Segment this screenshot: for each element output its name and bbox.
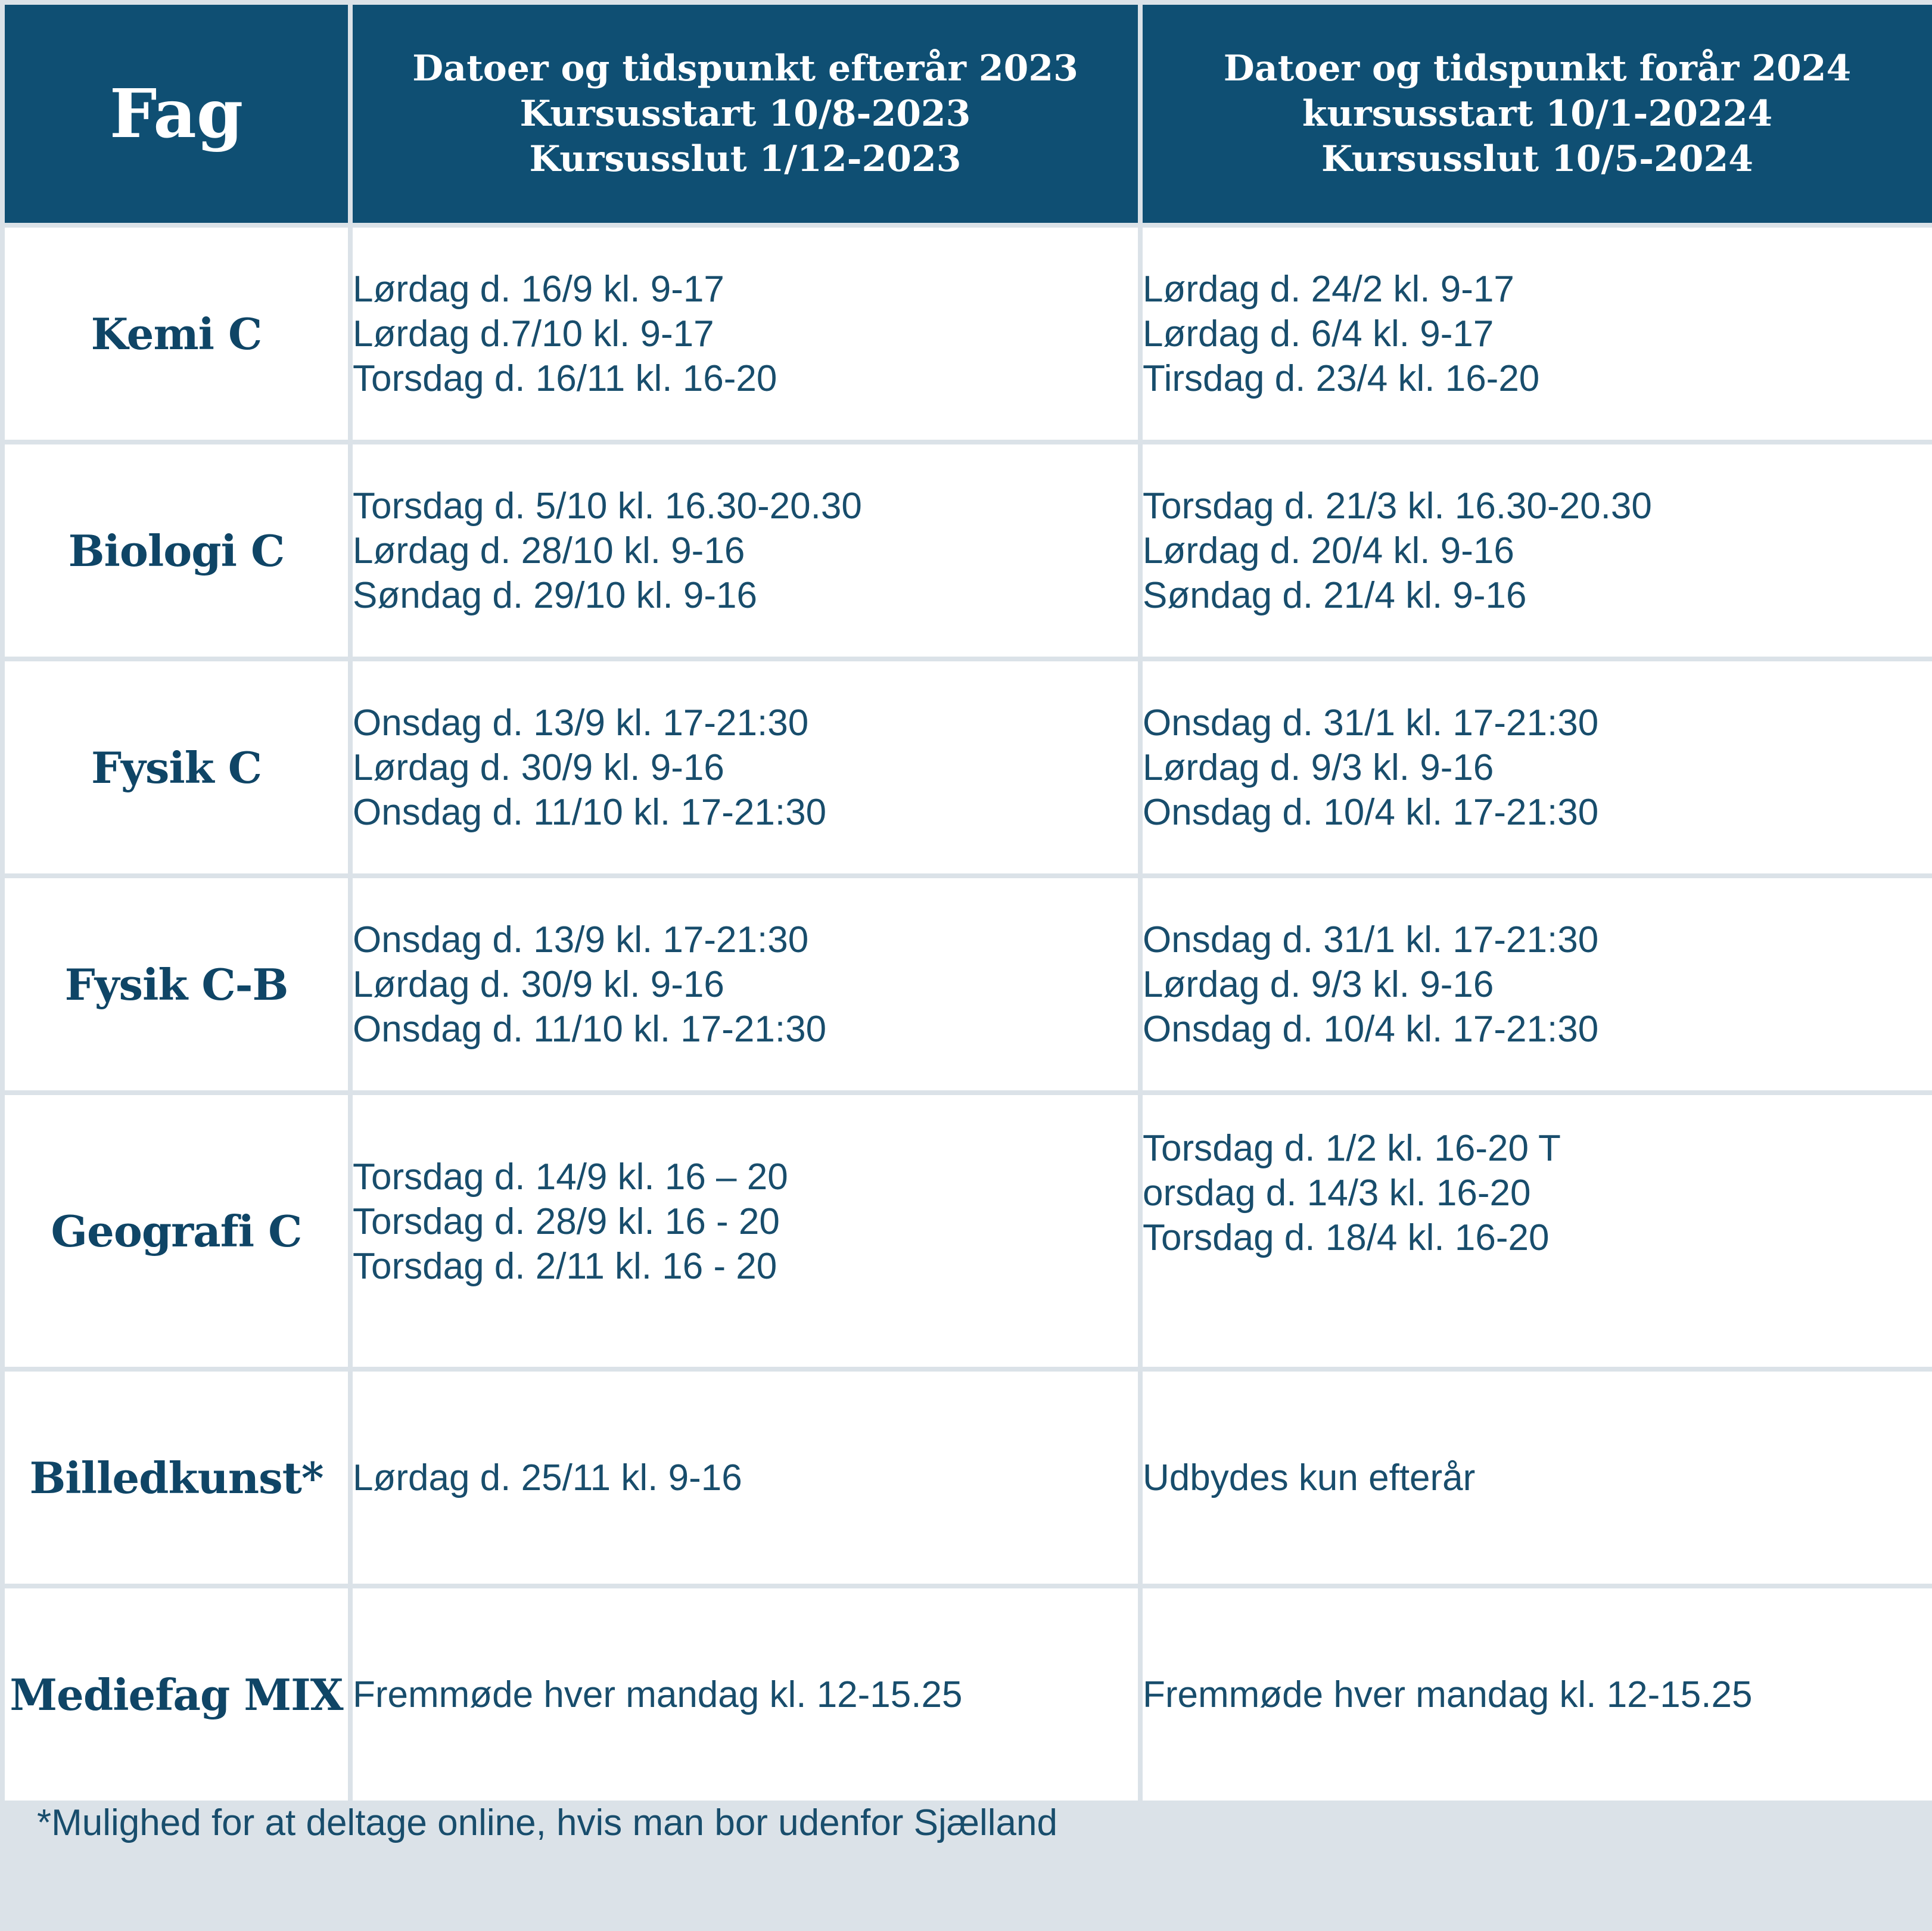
date-line: Lørdag d. 9/3 kl. 9-16 — [1143, 963, 1494, 1005]
table-row — [2, 1369, 1932, 1586]
date-line: Lørdag d. 30/9 kl. 9-16 — [353, 747, 724, 788]
table-row — [2, 659, 1932, 876]
fall-dates-cell — [350, 1369, 1140, 1586]
subject-name: Geografi C — [2, 1093, 350, 1369]
date-line: Søndag d. 29/10 kl. 9-16 — [353, 574, 758, 616]
subject-name: Mediefag MIX — [2, 1586, 350, 1803]
date-line: Torsdag d. 14/9 kl. 16 – 20 — [353, 1156, 788, 1198]
date-line: Lørdag d. 28/10 kl. 9-16 — [353, 530, 745, 571]
table-header-row — [2, 2, 1932, 225]
date-line: Tirsdag d. 23/4 kl. 16-20 — [1143, 357, 1540, 399]
fall-dates-cell — [350, 1093, 1140, 1369]
date-line: Lørdag d. 25/11 kl. 9-16 — [353, 1457, 742, 1498]
subject-name: Fysik C-B — [2, 876, 350, 1093]
subject-name: Kemi C — [2, 225, 350, 442]
date-line: Lørdag d. 6/4 kl. 9-17 — [1143, 313, 1494, 355]
fall-dates-cell — [350, 442, 1140, 659]
date-line: Lørdag d. 9/3 kl. 9-16 — [1143, 747, 1494, 788]
date-line: Onsdag d. 10/4 kl. 17-21:30 — [1143, 791, 1599, 833]
date-line: Fremmøde hver mandag kl. 12-15.25 — [1143, 1674, 1753, 1715]
subject-name: Fysik C — [2, 659, 350, 876]
date-line: Lørdag d. 24/2 kl. 9-17 — [1143, 268, 1514, 310]
table-row — [2, 876, 1932, 1093]
date-line: Onsdag d. 31/1 kl. 17-21:30 — [1143, 702, 1599, 744]
date-line: Torsdag d. 21/3 kl. 16.30-20.30 — [1143, 485, 1652, 527]
date-line: Lørdag d. 16/9 kl. 9-17 — [353, 268, 724, 310]
date-line: Onsdag d. 11/10 kl. 17-21:30 — [353, 791, 827, 833]
spring-dates-cell — [1140, 1369, 1932, 1586]
spring-header-line: Kursusslut 10/5-2024 — [1321, 138, 1754, 180]
date-line: Torsdag d. 18/4 kl. 16-20 — [1143, 1217, 1550, 1258]
spring-dates-cell — [1140, 659, 1932, 876]
subject-column-header: Fag — [2, 2, 350, 225]
fall-2023-column-header — [350, 2, 1140, 225]
fall-dates-cell — [350, 659, 1140, 876]
date-line: Lørdag d. 20/4 kl. 9-16 — [1143, 530, 1514, 571]
fall-dates-cell — [350, 876, 1140, 1093]
spring-dates-cell — [1140, 1586, 1932, 1803]
table-row — [2, 1586, 1932, 1803]
date-line: Onsdag d. 11/10 kl. 17-21:30 — [353, 1008, 827, 1050]
date-line: Onsdag d. 10/4 kl. 17-21:30 — [1143, 1008, 1599, 1050]
date-line: Torsdag d. 1/2 kl. 16-20 T — [1143, 1128, 1561, 1169]
spring-dates-cell — [1140, 442, 1932, 659]
spring-dates-cell — [1140, 225, 1932, 442]
date-line: orsdag d. 14/3 kl. 16-20 — [1143, 1173, 1531, 1214]
date-line: Torsdag d. 2/11 kl. 16 - 20 — [353, 1246, 777, 1287]
date-line: Udbydes kun efterår — [1143, 1457, 1476, 1498]
fall-header-line: Kursusstart 10/8-2023 — [519, 93, 971, 135]
date-line: Onsdag d. 31/1 kl. 17-21:30 — [1143, 919, 1599, 960]
date-line: Fremmøde hver mandag kl. 12-15.25 — [353, 1674, 963, 1715]
spring-dates-cell — [1140, 876, 1932, 1093]
table-row — [2, 1093, 1932, 1369]
date-line: Torsdag d. 16/11 kl. 16-20 — [353, 357, 777, 399]
table-row — [2, 225, 1932, 442]
date-line: Lørdag d. 30/9 kl. 9-16 — [353, 963, 724, 1005]
spring-dates-cell — [1140, 1093, 1932, 1369]
table-row — [2, 442, 1932, 659]
fall-dates-cell — [350, 1586, 1140, 1803]
online-participation-footnote: *Mulighed for at deltage online, hvis man bor udenfor Sjælland — [37, 1802, 1057, 1843]
date-line: Søndag d. 21/4 kl. 9-16 — [1143, 574, 1527, 616]
fall-dates-cell — [350, 225, 1140, 442]
date-line: Torsdag d. 28/9 kl. 16 - 20 — [353, 1201, 780, 1242]
fall-header-line: Datoer og tidspunkt efterår 2023 — [412, 48, 1078, 89]
spring-header-line: kursusstart 10/1-20224 — [1302, 93, 1773, 135]
fall-header-line: Kursusslut 1/12-2023 — [529, 138, 962, 180]
date-line: Lørdag d.7/10 kl. 9-17 — [353, 313, 714, 355]
spring-header-line: Datoer og tidspunkt forår 2024 — [1223, 48, 1852, 89]
date-line: Onsdag d. 13/9 kl. 17-21:30 — [353, 702, 809, 744]
date-line: Onsdag d. 13/9 kl. 17-21:30 — [353, 919, 809, 960]
subject-name: Biologi C — [2, 442, 350, 659]
subject-name: Billedkunst* — [2, 1369, 350, 1586]
date-line: Torsdag d. 5/10 kl. 16.30-20.30 — [353, 485, 862, 527]
spring-2024-column-header — [1140, 2, 1932, 225]
